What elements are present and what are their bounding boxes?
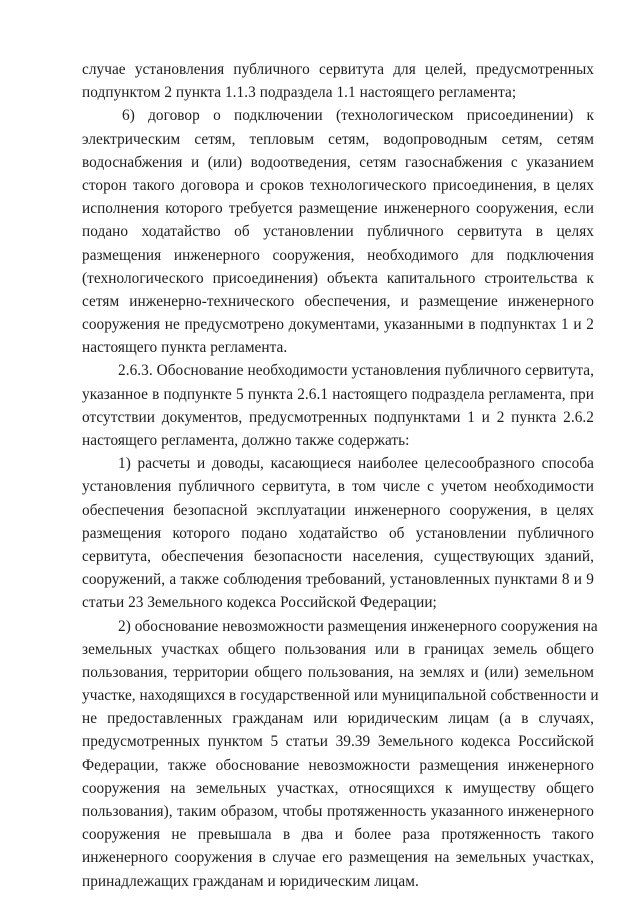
paragraph-subitem-2 [82, 615, 599, 893]
text-line: настоящего регламента, должно также содержать: [82, 432, 410, 449]
paragraph-continuation [82, 58, 594, 104]
text-line: 2.6.3. Обоснование необходимости установления публичного сервитута, [118, 362, 594, 380]
text-line: (технологического присоединения) объекта капитального строительства к [82, 269, 594, 287]
text-line: 1) расчеты и доводы, касающиеся наиболее целесообразного способа [118, 455, 594, 473]
text-line: подано ходатайство об установлении публичного сервитута в целях [82, 223, 594, 241]
text-line: инженерного сооружения в случае его размещения на земельных участках, [82, 849, 594, 867]
document-page [82, 58, 599, 893]
text-line: сервитута, обеспечения безопасности населения, существующих зданий, [82, 547, 594, 565]
text-line: статьи 23 Земельного кодекса Российской Федерации; [82, 594, 437, 612]
paragraph-subitem-1 [82, 452, 594, 614]
text-line: сторон такого договора и сроков технологического присоединения, в целях [82, 176, 594, 194]
text-line: Федерации, также обоснование невозможности размещения инженерного [82, 756, 594, 774]
text-line: принадлежащих гражданам и юридическим лицам. [82, 872, 419, 890]
text-line: размещения инженерного сооружения, необходимого для подключения [82, 246, 594, 264]
text-line: подпунктом 2 пункта 1.1.3 подраздела 1.1 настоящего регламента; [82, 84, 517, 102]
text-line: электрическим сетям, тепловым сетям, водопроводным сетям, сетям [82, 130, 594, 148]
text-line: установления публичного сервитута, в том числе с учетом необходимости [82, 478, 594, 496]
text-line: сооружений, а также соблюдения требований, установленных пунктами 8 и 9 [82, 571, 594, 589]
text-line: 6) договор о подключении (технологическом присоединении) к [122, 107, 594, 125]
text-line: 2) обоснование невозможности размещения инженерного сооружения на [118, 617, 598, 635]
text-line: отсутствии документов, предусмотренных подпунктами 1 и 2 пункта 2.6.2 [82, 408, 594, 426]
text-line: сооружения на земельных участках, относящихся к имуществу общего [82, 779, 594, 797]
text-line: водоснабжения и (или) водоотведения, сетям газоснабжения с указанием [82, 153, 594, 171]
text-line: предусмотренных пунктом 5 статьи 39.39 Земельного кодекса Российской [82, 733, 594, 751]
text-line: сетям инженерно-технического обеспечения, и размещение инженерного [82, 292, 594, 310]
text-line: земельных участках общего пользования или в границах земель общего [82, 640, 594, 658]
text-line: случае установления публичного сервитута для целей, предусмотренных [82, 61, 594, 78]
text-line: сооружения не превышала в два и более раза протяженность такого [82, 826, 594, 844]
paragraph-item-6 [82, 104, 594, 359]
paragraph-2-6-3 [82, 359, 594, 452]
text-line: указанное в подпункте 5 пункта 2.6.1 настоящего подраздела регламента, при [82, 385, 594, 403]
text-line: не предоставленных гражданам или юридическим лицам (а в случаях, [82, 710, 594, 728]
text-line: исполнения которого требуется размещение инженерного сооружения, если [82, 200, 594, 218]
text-line: пользования, территории общего пользования, на землях и (или) земельном [82, 663, 594, 681]
text-line: настоящего пункта регламента. [82, 339, 288, 357]
text-line: участке, находящихся в государственной или муниципальной собственности и [82, 687, 599, 705]
text-line: обеспечения безопасной эксплуатации инженерного сооружения, в целях [82, 501, 594, 519]
text-line: пользования), таким образом, чтобы протяженность указанного инженерного [82, 803, 594, 820]
text-line: размещения которого подано ходатайство об установлении публичного [82, 524, 594, 542]
text-line: сооружения не предусмотрено документами, указанными в подпунктах 1 и 2 [82, 316, 594, 334]
